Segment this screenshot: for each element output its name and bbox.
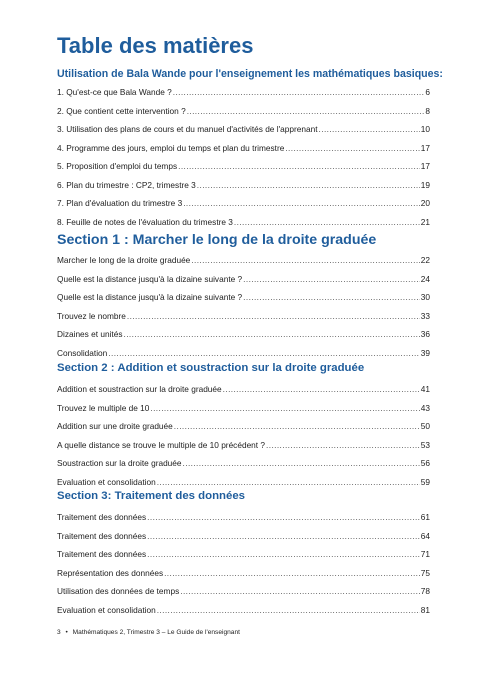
toc-entry-page-number: 78	[420, 586, 430, 596]
toc-entry[interactable]	[57, 270, 430, 289]
toc-entry-page-number: 33	[420, 310, 430, 321]
toc-entry-page-number: 75	[420, 567, 430, 578]
page-footer	[57, 629, 240, 636]
toc-entry-page-number: 64	[420, 530, 430, 541]
dot-leader	[124, 325, 420, 344]
toc-entry-label: Evaluation et consolidation	[57, 604, 156, 615]
dot-leader	[285, 139, 419, 158]
toc-entry-label: Quelle est la distance jusqu'à la dizaine suivante ?	[57, 292, 243, 302]
section3-toc-list	[57, 508, 430, 619]
dot-leader	[173, 83, 425, 102]
toc-entry-label: Traitement des données	[57, 549, 147, 559]
toc-entry[interactable]	[57, 139, 430, 158]
toc-entry-page-number: 59	[420, 476, 430, 487]
toc-entry[interactable]	[57, 157, 430, 176]
toc-entry-page-number: 19	[420, 179, 430, 190]
dot-leader	[234, 213, 420, 232]
toc-entry-label: Evaluation et consolidation	[57, 476, 156, 487]
toc-entry-label: 2. Que contient cette intervention ?	[57, 105, 186, 116]
toc-entry[interactable]	[57, 545, 430, 564]
toc-entry[interactable]	[57, 102, 430, 121]
dot-leader	[127, 307, 420, 326]
toc-entry-label: Dizaines et unités	[57, 329, 123, 339]
dot-leader	[147, 508, 420, 527]
toc-entry-label: Utilisation des données de temps	[57, 586, 180, 596]
section1-toc-list	[57, 251, 430, 362]
dot-leader	[183, 194, 420, 213]
toc-entry-label: 1. Qu'est-ce que Bala Wande ?	[57, 87, 172, 97]
toc-entry[interactable]	[57, 325, 430, 344]
toc-entry-label: A quelle distance se trouve le multiple de 10 précédent ?	[57, 439, 266, 450]
toc-entry[interactable]	[57, 527, 430, 546]
toc-entry-label: Marcher le long de la droite graduée	[57, 255, 191, 265]
toc-entry[interactable]	[57, 120, 430, 139]
toc-entry[interactable]	[57, 582, 430, 601]
toc-entry-page-number: 24	[420, 273, 430, 284]
toc-entry[interactable]	[57, 508, 430, 527]
toc-entry-page-number: 8	[425, 105, 430, 116]
toc-entry-page-number: 17	[420, 161, 430, 171]
toc-entry-page-number: 43	[420, 402, 430, 413]
toc-entry-page-number: 30	[420, 292, 430, 302]
toc-entry[interactable]	[57, 176, 430, 195]
toc-entry-page-number: 39	[420, 347, 430, 358]
dot-leader	[183, 454, 420, 473]
dot-leader	[243, 288, 420, 307]
dot-leader	[191, 251, 419, 270]
section2-toc-list	[57, 380, 430, 491]
toc-entry-label: 6. Plan du trimestre : CP2, trimestre 3	[57, 179, 196, 190]
footer-page-number: 3	[57, 629, 61, 636]
toc-entry-label: Quelle est la distance jusqu'à la dizaine suivante ?	[57, 273, 243, 284]
toc-entry-label: Traitement des données	[57, 512, 147, 522]
dot-leader	[108, 344, 419, 363]
toc-entry-label: Addition sur une droite graduée	[57, 421, 173, 431]
dot-leader	[223, 380, 420, 399]
toc-entry-page-number: 6	[425, 87, 430, 97]
toc-entry[interactable]	[57, 194, 430, 213]
dot-leader	[197, 176, 420, 195]
dot-leader	[164, 564, 420, 583]
toc-title: Table des matières	[57, 33, 254, 58]
dot-leader	[266, 436, 420, 455]
toc-entry[interactable]	[57, 601, 430, 620]
toc-entry-page-number: 81	[420, 604, 430, 615]
toc-entry-label: Représentation des données	[57, 567, 164, 578]
dot-leader	[157, 601, 420, 620]
toc-entry-page-number: 20	[420, 198, 430, 208]
toc-entry[interactable]	[57, 417, 430, 436]
toc-entry[interactable]	[57, 564, 430, 583]
intro-toc-list	[57, 83, 430, 231]
toc-entry-label: 5. Proposition d'emploi du temps	[57, 161, 178, 171]
toc-entry-page-number: 17	[420, 142, 430, 153]
section2-heading: Section 2 : Addition et soustraction sur la droite graduée	[57, 362, 365, 374]
dot-leader	[147, 545, 420, 564]
dot-leader	[178, 157, 420, 176]
toc-entry-page-number: 22	[420, 255, 430, 265]
toc-entry-page-number: 10	[420, 124, 430, 134]
footer-text: Mathématiques 2, Trimestre 3 – Le Guide de l'enseignant	[72, 629, 240, 636]
toc-entry[interactable]	[57, 454, 430, 473]
toc-entry-page-number: 71	[420, 549, 430, 559]
toc-entry[interactable]	[57, 380, 430, 399]
footer-separator: •	[65, 629, 68, 636]
dot-leader	[150, 399, 419, 418]
toc-entry[interactable]	[57, 83, 430, 102]
toc-entry-page-number: 61	[420, 512, 430, 522]
dot-leader	[187, 102, 425, 121]
intro-heading: Utilisation de Bala Wande pour l'enseignement les mathématiques basiques:	[57, 68, 443, 80]
toc-entry[interactable]	[57, 307, 430, 326]
toc-entry-label: 3. Utilisation des plans de cours et du manuel d'activités de l'apprenant	[57, 124, 318, 134]
toc-entry[interactable]	[57, 251, 430, 270]
toc-entry-label: Addition et soustraction sur la droite graduée	[57, 384, 222, 394]
dot-leader	[174, 417, 420, 436]
section3-heading: Section 3: Traitement des données	[57, 490, 245, 502]
toc-entry-page-number: 56	[420, 458, 430, 468]
dot-leader	[180, 582, 420, 601]
toc-entry-page-number: 41	[420, 384, 430, 394]
section1-heading: Section 1 : Marcher le long de la droite graduée	[57, 232, 377, 248]
toc-entry-page-number: 53	[420, 439, 430, 450]
toc-entry[interactable]	[57, 399, 430, 418]
toc-entry[interactable]	[57, 213, 430, 232]
toc-entry[interactable]	[57, 344, 430, 363]
toc-entry-label: 8. Feuille de notes de l'évaluation du trimestre 3	[57, 216, 233, 227]
toc-entry[interactable]	[57, 436, 430, 455]
toc-entry-label: Trouvez le nombre	[57, 310, 126, 321]
toc-entry-label: Consolidation	[57, 347, 108, 358]
toc-entry-label: 4. Programme des jours, emploi du temps et plan du trimestre	[57, 142, 285, 153]
toc-entry-label: Soustraction sur la droite graduée	[57, 458, 182, 468]
toc-entry-page-number: 50	[420, 421, 430, 431]
dot-leader	[243, 270, 420, 289]
dot-leader	[319, 120, 420, 139]
toc-entry-label: Trouvez le multiple de 10	[57, 402, 150, 413]
dot-leader	[147, 527, 420, 546]
toc-entry-page-number: 36	[420, 329, 430, 339]
toc-entry-label: Traitement des données	[57, 530, 147, 541]
toc-entry-label: 7. Plan d'évaluation du trimestre 3	[57, 198, 183, 208]
toc-entry-page-number: 21	[420, 216, 430, 227]
toc-entry[interactable]	[57, 288, 430, 307]
